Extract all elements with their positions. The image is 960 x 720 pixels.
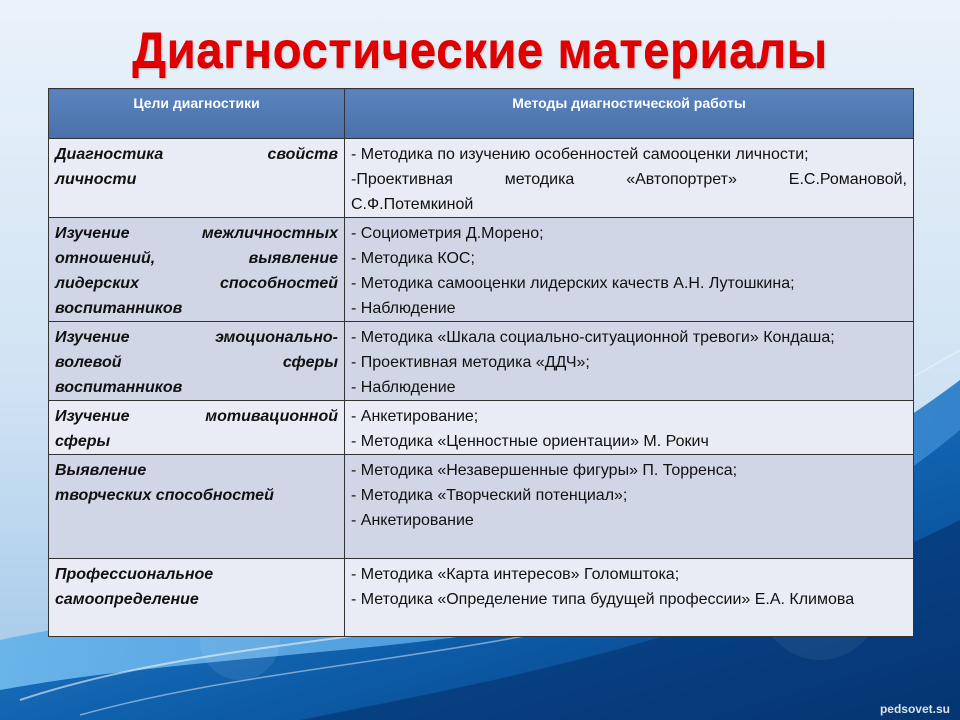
method-line: - Методика по изучению особенностей самооценки личности;	[351, 146, 809, 163]
method-line: - Методика «Незавершенные фигуры» П. Торренса;	[351, 462, 738, 479]
goal-line: отношений, выявление	[55, 250, 338, 267]
goal-line: Диагностика свойств	[55, 146, 338, 163]
goal-line: волевой сферы	[55, 354, 338, 371]
method-line: - Методика самооценки лидерских качеств А.Н. Лутошкина;	[351, 275, 795, 292]
method-line: - Методика «Шкала социально-ситуационной тревоги» Кондаша;	[351, 329, 835, 346]
goal-line: сферы	[55, 433, 111, 450]
table-row	[49, 218, 914, 322]
method-line: - Методика «Ценностные ориентации» М. Рокич	[351, 433, 709, 450]
method-line: -Проективная методика «Автопортрет» Е.С.Романовой,	[351, 171, 907, 188]
method-line: - Методика «Карта интересов» Голомштока;	[351, 566, 680, 583]
method-line: - Методика «Определение типа будущей профессии» Е.А. Климова	[351, 591, 855, 608]
header-methods: Методы диагностической работы	[345, 89, 914, 139]
method-line: - Наблюдение	[351, 300, 456, 317]
table-row	[49, 401, 914, 455]
goal-cell	[49, 455, 345, 559]
methods-cell	[345, 401, 914, 455]
method-line: - Анкетирование;	[351, 408, 479, 425]
goal-line: воспитанников	[55, 379, 183, 396]
header-goals: Цели диагностики	[49, 89, 345, 139]
table-row	[49, 559, 914, 637]
goal-cell	[49, 322, 345, 401]
goal-line: творческих способностей	[55, 487, 274, 504]
table-row	[49, 322, 914, 401]
goal-line: самоопределение	[55, 591, 199, 608]
slide-title: Диагностические материалы	[132, 22, 828, 78]
method-line: - Анкетирование	[351, 512, 474, 529]
methods-cell	[345, 559, 914, 637]
methods-cell	[345, 139, 914, 218]
table-row	[49, 139, 914, 218]
goal-line: Изучение эмоционально-	[55, 329, 338, 346]
goal-line: Выявление	[55, 462, 147, 479]
table-header-row	[49, 89, 914, 139]
methods-cell	[345, 218, 914, 322]
table-row	[49, 455, 914, 559]
methods-cell	[345, 322, 914, 401]
methods-cell	[345, 455, 914, 559]
goal-line: Изучение мотивационной	[55, 408, 338, 425]
goal-line: Изучение межличностных	[55, 225, 338, 242]
method-line: - Методика «Творческий потенциал»;	[351, 487, 628, 504]
goal-line: Профессиональное	[55, 566, 214, 583]
goal-cell	[49, 218, 345, 322]
goal-cell	[49, 559, 345, 637]
method-line: - Социометрия Д.Морено;	[351, 225, 544, 242]
watermark: pedsovet.su	[879, 702, 950, 716]
method-line: - Наблюдение	[351, 379, 456, 396]
goal-line: личности	[55, 171, 137, 188]
goal-line: лидерских способностей	[55, 275, 338, 292]
method-line: - Проективная методика «ДДЧ»;	[351, 354, 590, 371]
goal-cell	[49, 139, 345, 218]
goal-line: воспитанников	[55, 300, 183, 317]
method-line: С.Ф.Потемкиной	[351, 196, 474, 213]
method-line: - Методика КОС;	[351, 250, 475, 267]
goal-cell	[49, 401, 345, 455]
diagnostics-table	[48, 88, 914, 637]
